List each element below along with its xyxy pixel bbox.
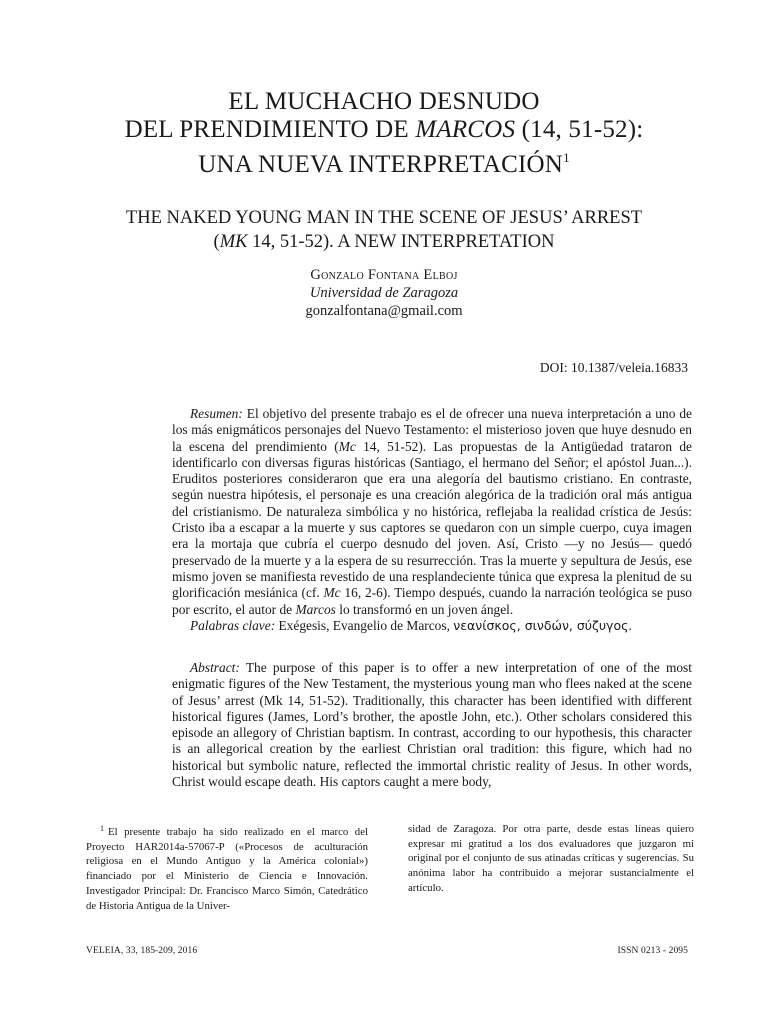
resumen-text-1: El objetivo del presente trabajo es el de ofrecer una nueva interpretación a uno de los más enigmáticos personajes del Nuevo Testamento: el misterioso joven que huye desnudo en la escena del prendimiento ( (172, 406, 692, 454)
paper-title (60, 88, 708, 179)
footnote-left-text: El presente trabajo ha sido realizado en el marco del Proyecto HAR2014a-57067-P («Procesos de aculturación religiosa en el Mundo Antiguo y la América colonial») financiado por el Ministerio de Ciencia e Innovación. Investigador Principal: Dr. Francisco Marco Simón, Catedrático de Historia Antigua de la Univer- (86, 826, 368, 912)
english-abstract (172, 660, 692, 790)
english-title-open: ( (213, 232, 220, 252)
author-name: Gonzalo Fontana Elboj (310, 267, 458, 283)
resumen-text-2: 14, 51-52). Las propuestas de la Antigüedad trataron de identificarlo con diversas figuras históricas (Santiago, el hermano del Señor; el apóstol Juan...). Eruditos posteriores consideraron que era una alegoría del bautismo cristiano. En contraste, según nuestra hipótesis, el personaje es una creación alegórica de la tradición oral más antigua del cristianismo. De naturaleza simbólica y no histórica, reflejaba la realidad crística de Jesús: Cristo iba a escapar a la muerte y sus captores se quedaron con un simple cuerpo, cuya imagen era la mortaja que cubría el cuerpo desnudo del joven. Así, Cristo —y no Jesús— quedó preservado de la muerte y a la espera de su resurrección. Tras la muerte y sepultura de Jesús, ese mismo joven se manifiesta revestido de una resplandeciente túnica que expresa la plenitud de su glorificación mesiánica (cf. (172, 438, 693, 601)
resumen-text-4: lo transformó en un joven ángel. (335, 601, 514, 617)
keywords-label: Palabras clave: (190, 617, 276, 633)
title-line-2-italic: MARCOS (415, 116, 516, 143)
resumen-text-3: 16, 2-6). Tiempo después, cuando la narración teológica se puso por escrito, el autor de (172, 585, 693, 617)
title-footnote-marker[interactable]: 1 (563, 150, 570, 165)
journal-citation: VELEIA, 33, 185-209, 2016 (86, 946, 198, 956)
issn-label: ISSN 0213 - 2095 (617, 946, 688, 956)
title-line-2-suffix: (14, 51-52): (515, 116, 644, 143)
english-title (60, 206, 708, 254)
author-email[interactable]: gonzalfontana@gmail.com (305, 303, 463, 319)
author-affiliation: Universidad de Zaragoza (309, 285, 459, 301)
footnote-right-text: sidad de Zaragoza. Por otra parte, desde estas líneas quiero expresar mi gratitud a los dos evaluadores que juzgaron mi original por el conjunto de sus atinadas críticas y sugerencias. Su anónima labor ha contribuido a mejorar sustancialmente el artículo. (408, 823, 694, 894)
abstract-label: Abstract: (190, 660, 240, 675)
resumen-paragraph (172, 406, 692, 618)
keywords-latin: Exégesis, Evangelio de Marcos, (275, 617, 454, 633)
title-line-1: EL MUCHACHO DESNUDO (228, 88, 540, 115)
keywords-end: . (628, 617, 632, 633)
abstract-paragraph (172, 660, 692, 790)
title-line-3-text: UNA NUEVA INTERPRETACIÓN (198, 151, 564, 178)
english-title-rest: 14, 51-52). A NEW INTERPRETATION (247, 232, 555, 252)
english-title-line-1: THE NAKED YOUNG MAN IN THE SCENE OF JESUS’ ARREST (125, 208, 643, 228)
resumen-ref-2: Mc (323, 585, 341, 601)
keywords-greek: νεανίσκος, σινδών, σύζυγος (453, 617, 629, 633)
spanish-abstract (172, 406, 692, 634)
footnote-right-column (408, 822, 694, 896)
footnote-marker: 1 (100, 824, 104, 833)
title-line-2 (60, 116, 708, 144)
doi-link[interactable]: DOI: 10.1387/veleia.16833 (539, 360, 688, 375)
title-line-3 (60, 144, 708, 179)
resumen-italic-marcos: Marcos (295, 601, 336, 617)
english-title-italic: MK (219, 232, 248, 252)
footnote-left-column (86, 822, 368, 913)
resumen-label: Resumen: (190, 406, 243, 421)
author-block (160, 266, 608, 320)
resumen-ref-1: Mc (338, 438, 356, 454)
footnote-text-left (86, 822, 368, 913)
english-title-line-2 (60, 230, 708, 254)
keywords-paragraph (172, 618, 692, 634)
title-line-2-prefix: DEL PRENDIMIENTO DE (124, 116, 416, 143)
abstract-text: The purpose of this paper is to offer a new interpretation of one of the most enigmatic figures of the New Testament, the mysterious young man who flees naked at the scene of Jesus’ arrest (Mk 14, 51-52). Traditionally, this character has been identified with different historical figures (James, Lord’s brother, the apostle John, etc.). Other scholars considered this episode an allegory of Christian baptism. In contrast, according to our hypothesis, this character is an allegorical creation by the earliest Christian oral tradition: this figure, which had no historical but symbolic nature, reflected the immortal christic reality of Jesus. In other words, Christ would escape death. His captors caught a mere body, (172, 660, 692, 790)
